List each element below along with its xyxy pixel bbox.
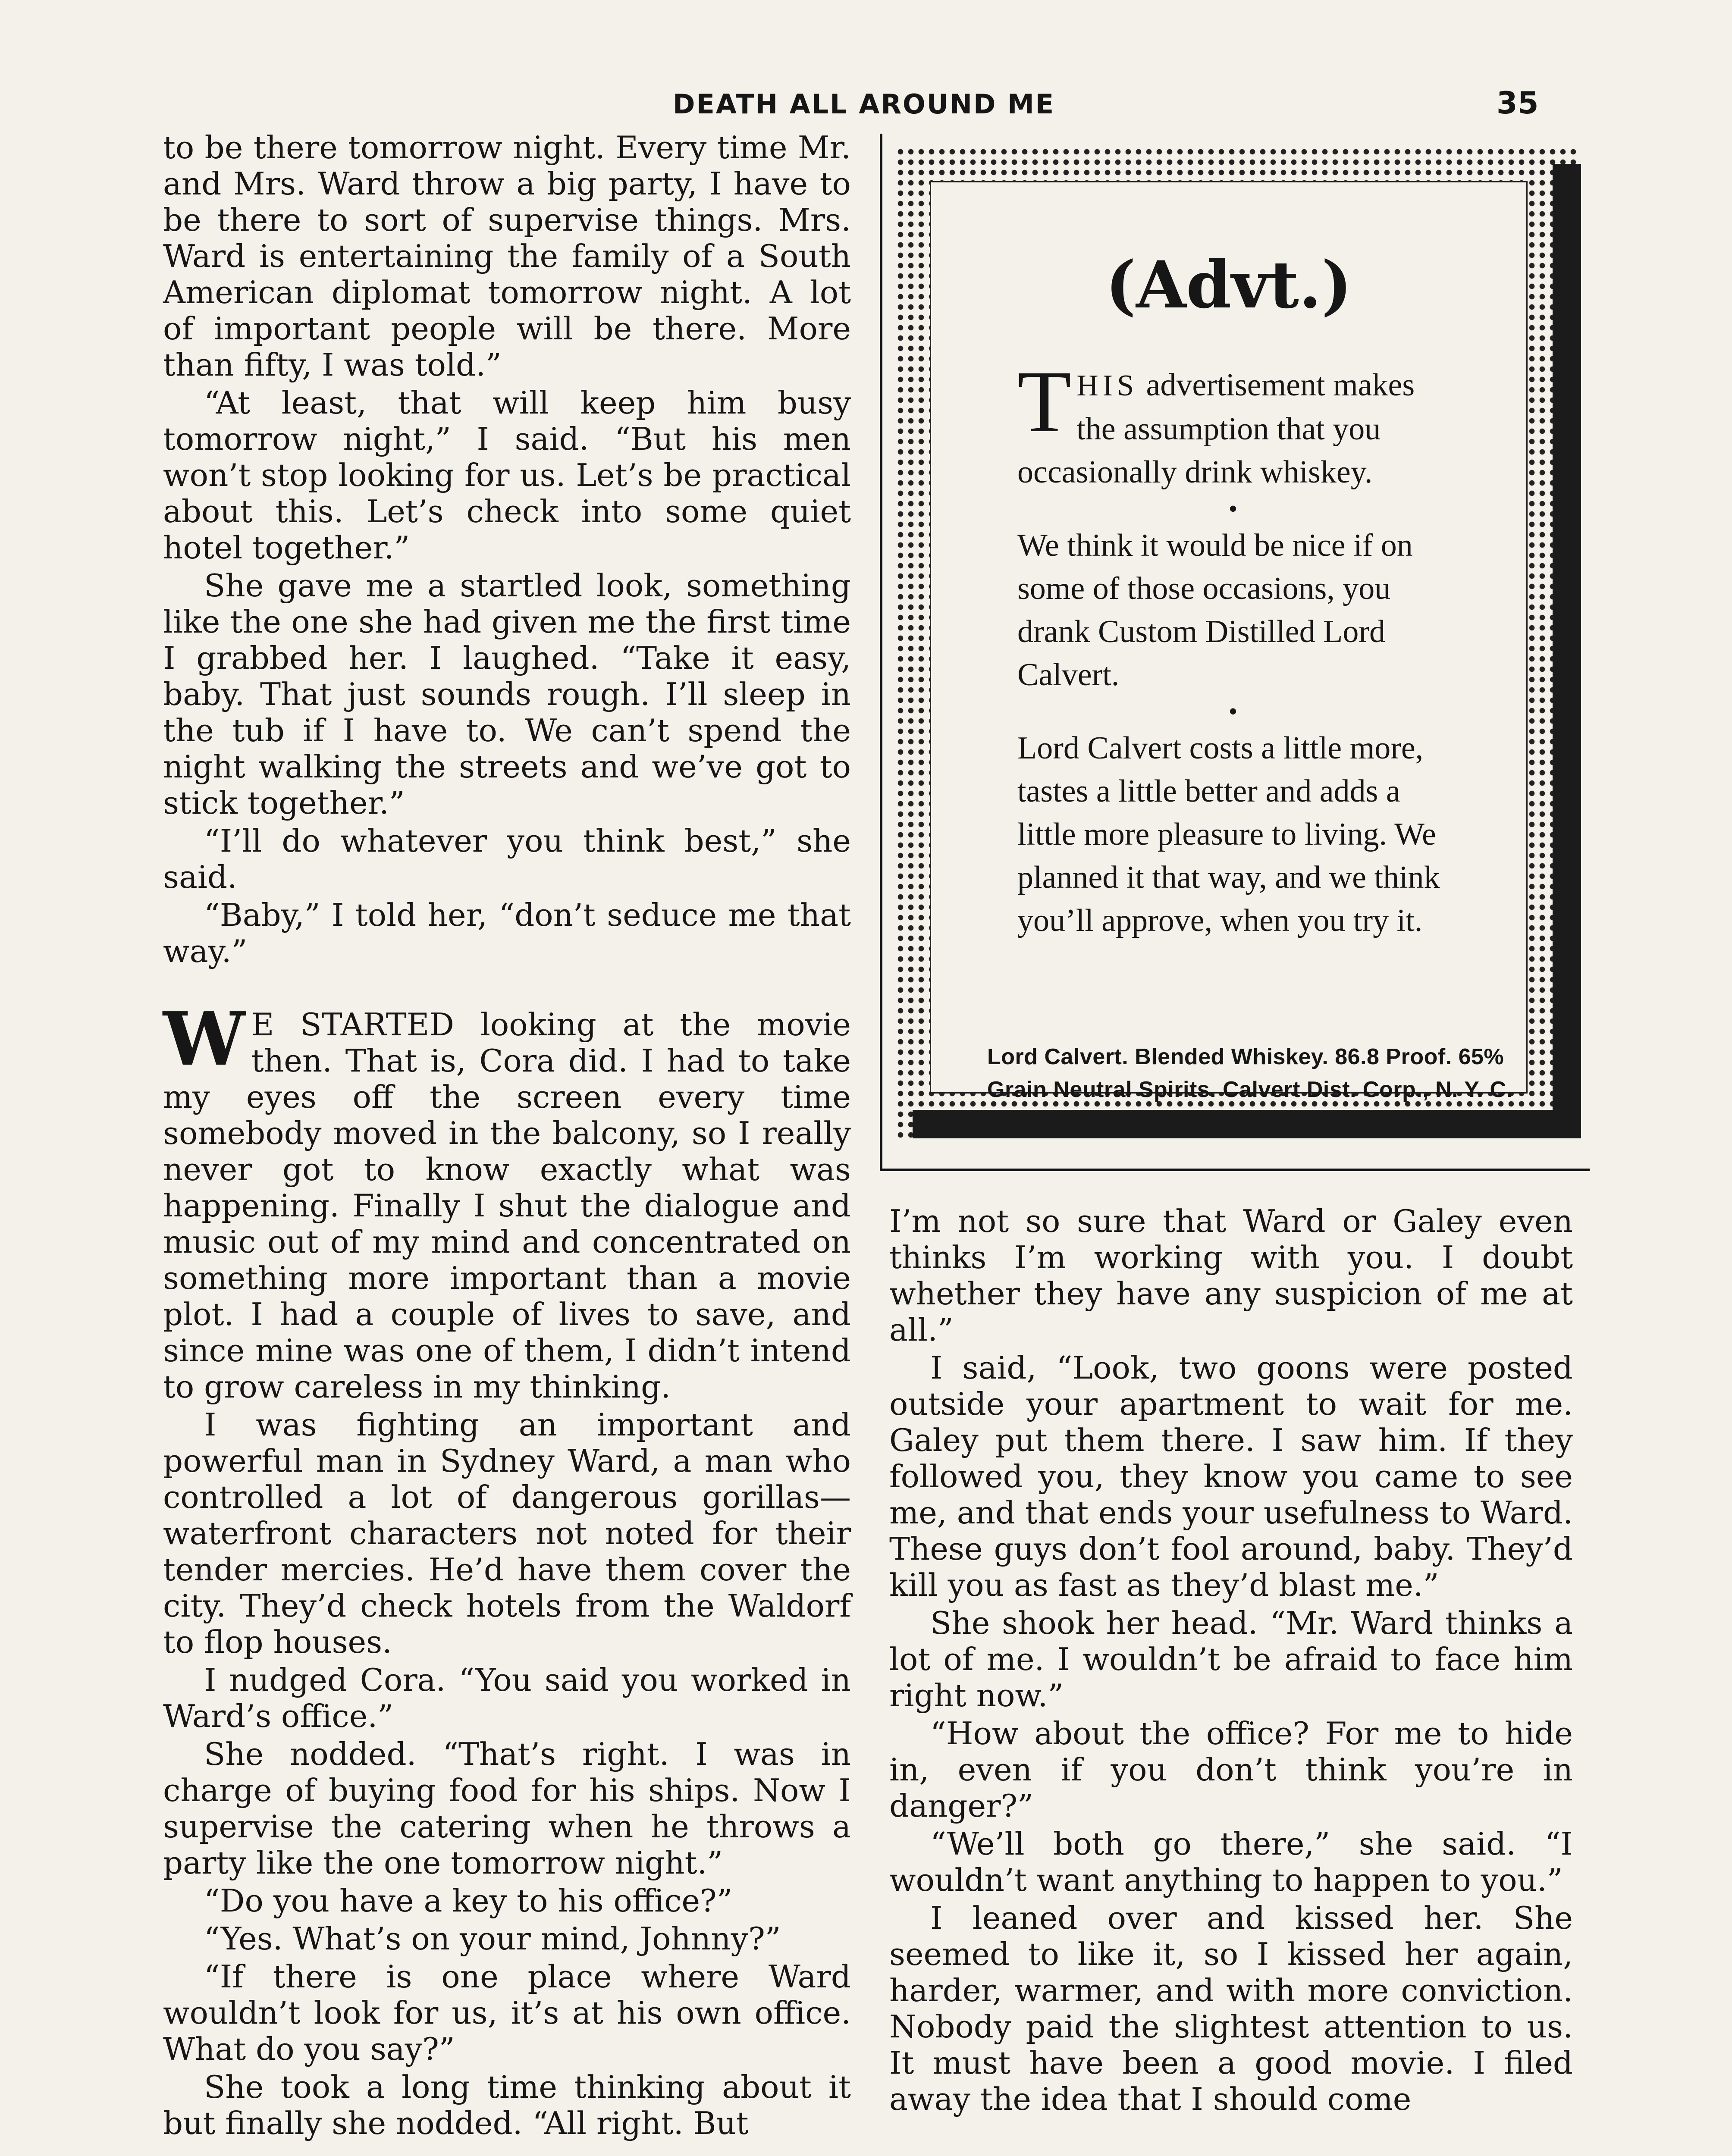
bullet-icon: • xyxy=(1228,495,1238,523)
ad-paragraph-1 xyxy=(1017,353,1449,494)
running-head: DEATH ALL AROUND ME xyxy=(673,88,1055,120)
paragraph: “At least, that will keep him busy tomorrow night,” I said. “But his men won’t stop looking for us. Let’s be practical about this. Let’s check into some quiet hotel together.” xyxy=(163,385,851,566)
paragraph: “Baby,” I told her, “don’t seduce me that way.” xyxy=(163,897,851,969)
drop-cap: W xyxy=(163,996,245,1082)
paragraph: I nudged Cora. “You said you worked in Ward’s office.” xyxy=(163,1662,851,1734)
paragraph: I leaned over and kissed her. She seemed to like it, so I kissed her again, harder, warmer, and with more conviction. Nobody paid the slightest attention to us. It must have been a good movie. I filed away the idea that I should come xyxy=(889,1900,1573,2117)
paragraph: She gave me a startled look, something like the one she had given me the first time I grabbed her. I laughed. “Take it easy, baby. That just sounds rough. I’ll sleep in the tub if I have to. We can’t spend the night walking the streets and we’ve got to stick together.” xyxy=(163,567,851,821)
ad-drop-cap: T xyxy=(1017,353,1072,451)
section-opening-text: E STARTED looking at the movie then. That is, Cora did. I had to take my eyes off the screen every time somebody moved in the balcony, so I really never got to know exactly what was happening. Finally I shut the dialogue and music out of my mind and concentrated on something more important than a movie plot. I had a couple of lives to save, and since mine was one of them, I didn’t intend to grow careless in my thinking. xyxy=(163,1006,851,1405)
ad-inner-panel xyxy=(930,181,1528,1102)
paragraph: She took a long time thinking about it but finally she nodded. “All right. But xyxy=(163,2069,851,2141)
paragraph: “Yes. What’s on your mind, Johnny?” xyxy=(204,1921,781,1957)
ad-paragraph-3: Lord Calvert costs a little more, tastes a little better and adds a little more pleasure to living. We planned it that way, and we think you’ll approve, when you try it. xyxy=(1017,730,1440,938)
paragraph: “Do you have a key to his office?” xyxy=(204,1883,733,1919)
section-opening-paragraph xyxy=(163,996,851,1405)
bullet-icon: • xyxy=(1228,697,1238,726)
paragraph: She shook her head. “Mr. Ward thinks a lot of me. I wouldn’t be afraid to face him right now.” xyxy=(889,1605,1573,1714)
ad-body xyxy=(1017,353,1449,942)
paragraph: to be there tomorrow night. Every time Mr. and Mrs. Ward throw a big party, I have to be there to sort of supervise things. Mrs. Ward is entertaining the family of a South American diplomat tomorrow night. A lot of important people will be there. More than fifty, I was told.” xyxy=(163,129,851,383)
paragraph: “We’ll both go there,” she said. “I wouldn’t want anything to happen to you.” xyxy=(889,1826,1573,1898)
paragraph: I said, “Look, two goons were posted outside your apartment to wait for me. Galey put them there. I saw him. If they followed you, they know you came to see me, and that ends your usefulness to Ward. These guys don’t fool around, baby. They’d kill you as fast as they’d blast me.” xyxy=(889,1350,1573,1603)
ad-shadow-right xyxy=(1553,164,1581,1138)
ad-shadow-bottom xyxy=(913,1110,1581,1138)
ad-footer-line-1: Lord Calvert. Blended Whiskey. 86.8 Proof. 65% xyxy=(987,1044,1504,1069)
ad-heading: (Advt.) xyxy=(1105,247,1352,323)
ad-paragraph-2: We think it would be nice if on some of those occasions, you drank Custom Distilled Lord Calvert. xyxy=(1017,528,1413,693)
ad-smallcaps: HIS xyxy=(1076,369,1139,402)
ad-paragraph-1-text: advertisement makes the assumption that you occasionally drink whiskey. xyxy=(1017,367,1415,490)
page-number: 35 xyxy=(1497,85,1539,121)
paragraph: I was fighting an important and powerful man in Sydney Ward, a man who controlled a lot of dangerous gorillas—waterfront characters not noted for their tender mercies. He’d have them cover the city. They’d check hotels from the Waldorf to flop houses. xyxy=(163,1407,851,1660)
ad-footer-line-2: Grain Neutral Spirits. Calvert Dist. Corp., N. Y. C. xyxy=(987,1077,1513,1102)
left-column xyxy=(163,129,851,2143)
ad-footer xyxy=(987,1040,1531,1106)
right-column xyxy=(889,1203,1573,2119)
ad-dotted-frame xyxy=(895,147,1581,1138)
paragraph: She nodded. “That’s right. I was in charge of buying food for his ships. Now I supervise the catering when he throws a party like the one tomorrow night.” xyxy=(163,1736,851,1881)
paragraph: “I’ll do whatever you think best,” she said. xyxy=(163,823,851,895)
paragraph: “If there is one place where Ward wouldn’t look for us, it’s at his own office. What do you say?” xyxy=(163,1959,851,2067)
paragraph: I’m not so sure that Ward or Galey even thinks I’m working with you. I doubt whether they have any suspicion of me at all.” xyxy=(889,1203,1573,1348)
paragraph: “How about the office? For me to hide in, even if you don’t think you’re in danger?” xyxy=(889,1715,1573,1824)
advertisement-box xyxy=(880,134,1590,1171)
